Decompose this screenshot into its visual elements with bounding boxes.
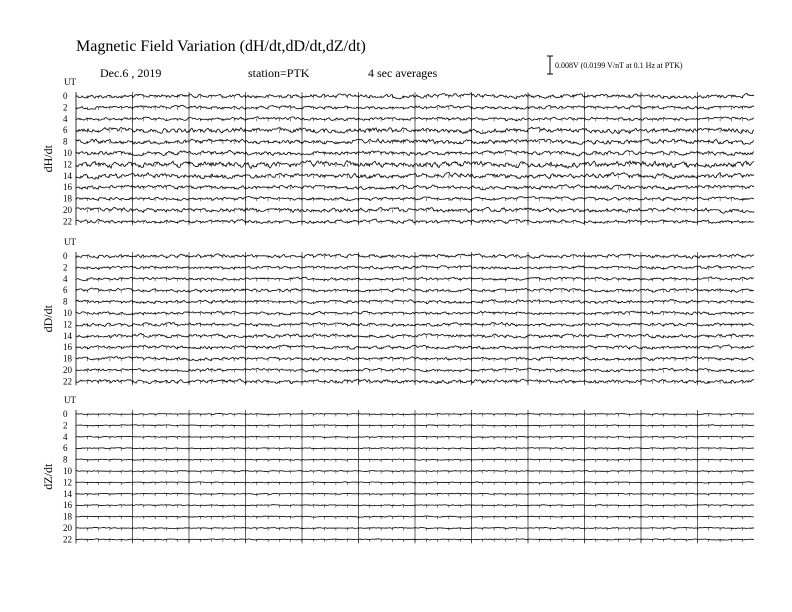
row-time-label: 14: [63, 170, 72, 181]
row-time-label: 6: [63, 125, 68, 136]
row-time-label: 4: [63, 273, 68, 284]
component-axis-label: dZ/dt: [41, 463, 55, 490]
row-time-label: 16: [63, 500, 72, 511]
row-time-label: 16: [63, 342, 72, 353]
row-time-label: 10: [63, 466, 72, 476]
component-axis-label: dH/dt: [41, 145, 55, 173]
row-time-label: 22: [63, 216, 72, 227]
row-time-label: 6: [63, 443, 68, 454]
row-time-label: 12: [63, 159, 72, 170]
row-time-label: 0: [63, 409, 68, 419]
row-time-label: 12: [63, 477, 72, 488]
row-time-label: 8: [63, 296, 68, 307]
row-time-label: 2: [63, 262, 68, 273]
row-time-label: 4: [63, 113, 68, 124]
row-time-label: 14: [63, 330, 72, 341]
row-time-label: 0: [63, 91, 68, 101]
row-time-label: 18: [63, 511, 72, 522]
row-time-label: 14: [63, 488, 72, 499]
row-time-label: 22: [63, 534, 72, 545]
row-time-label: 10: [63, 308, 72, 318]
date-label: Dec.6 , 2019: [100, 66, 162, 80]
station-label: station=PTK: [248, 66, 310, 80]
row-time-label: 18: [63, 193, 72, 204]
chart-title: Magnetic Field Variation (dH/dt,dD/dt,dZ/dt): [76, 38, 366, 55]
row-time-label: 0: [63, 251, 68, 261]
row-time-label: 8: [63, 454, 68, 465]
row-time-label: 12: [63, 319, 72, 330]
component-axis-label: dD/dt: [41, 305, 55, 333]
row-time-label: 8: [63, 136, 68, 147]
row-time-label: 20: [63, 365, 72, 375]
row-time-label: 2: [63, 102, 68, 113]
row-time-label: 22: [63, 376, 72, 387]
ut-axis-label: UT: [64, 395, 76, 405]
scale-label: 0.008V (0.0199 V/nT at 0.1 Hz at PTK): [555, 61, 683, 70]
row-time-label: 2: [63, 420, 68, 431]
row-time-label: 16: [63, 182, 72, 193]
row-time-label: 4: [63, 431, 68, 442]
averaging-label: 4 sec averages: [368, 66, 438, 80]
row-time-label: 10: [63, 148, 72, 158]
row-time-label: 18: [63, 353, 72, 364]
row-time-label: 20: [63, 205, 72, 215]
row-time-label: 20: [63, 523, 72, 533]
ut-axis-label: UT: [64, 77, 76, 87]
ut-axis-label: UT: [64, 237, 76, 247]
row-time-label: 6: [63, 285, 68, 296]
